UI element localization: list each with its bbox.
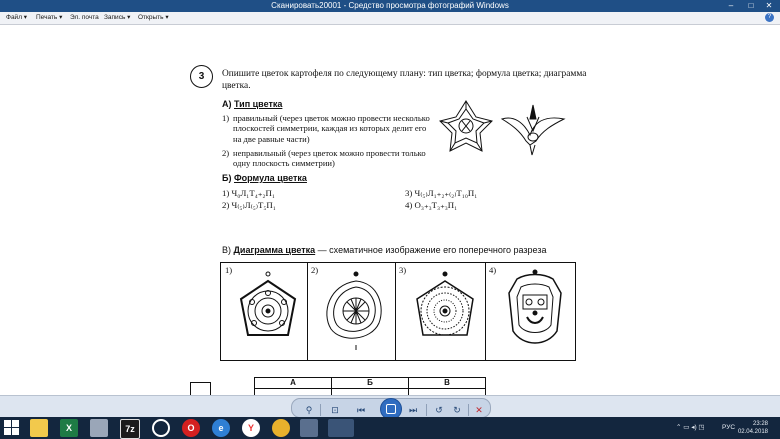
section-b-title: Формула цветка (233, 173, 307, 183)
yandex-icon[interactable]: Y (242, 419, 260, 437)
section-c-prefix: В) (222, 245, 231, 255)
separator (468, 404, 469, 416)
file-explorer-icon[interactable] (30, 419, 48, 437)
photo-viewer-taskbar-button[interactable] (328, 419, 354, 437)
section-c-title: Диаграмма цветка (233, 245, 316, 255)
option-number: 2) (222, 148, 230, 158)
formula-option-2 (222, 200, 276, 210)
input-language[interactable]: РУС (722, 424, 736, 431)
option-formula: О₃₊₃Т₃₊₃П₁ (414, 200, 458, 210)
menu-burn[interactable]: Запись ▾ (104, 14, 131, 21)
separator (320, 404, 321, 416)
formula-option-1 (222, 188, 275, 198)
actual-size-icon[interactable]: ⊡ (331, 405, 339, 415)
section-c-description: — схематичное изображение его поперечного разреза (315, 245, 547, 255)
option-formula: Ч₍₅₎Л₍₅₎Т₅П₁ (231, 200, 276, 210)
option-number: 1) (222, 113, 230, 123)
diagram-label: 2) (311, 265, 319, 275)
option-number: 2) (222, 200, 230, 210)
formula-option-3 (405, 188, 477, 198)
flower-diagram-4 (497, 269, 569, 353)
previous-icon[interactable]: ⏮ (356, 405, 366, 415)
flower-diagram-1 (233, 271, 301, 349)
viewer-controls-pill (291, 398, 491, 418)
section-a-option-2 (222, 148, 432, 170)
option-number: 1) (222, 188, 230, 198)
document-icon[interactable] (300, 419, 318, 437)
scanned-page (0, 25, 780, 395)
flower-diagram-3 (407, 271, 479, 351)
clock-date: 02.04.2018 (737, 429, 768, 435)
option-number: 4) (405, 200, 413, 210)
option-formula: Ч₀Л₁Т₄₊₂П₁ (231, 188, 275, 198)
option-formula: Ч₍₅₎Л₁₊₂₊₍₂₎Т₁₀П₁ (414, 188, 478, 198)
close-button[interactable]: ✕ (765, 1, 773, 10)
clock[interactable] (738, 420, 768, 436)
question-text: Опишите цветок картофеля по следующему плану: тип цветка; формула цветка; диаграмма цветка. (222, 69, 587, 91)
menu-email[interactable]: Эл. почта (70, 14, 99, 21)
maximize-button[interactable]: □ (748, 1, 754, 10)
menubar (0, 12, 780, 25)
section-b-heading (222, 173, 307, 183)
separator (426, 404, 427, 416)
answer-column-b: Б (332, 378, 409, 389)
option-text: правильный (через цветок можно провести несколько плоскостей симметрии, каждая из которых делит его на две равные части) (233, 113, 430, 144)
menu-open[interactable]: Открыть ▾ (138, 14, 169, 21)
diagram-label: 3) (399, 265, 407, 275)
answer-column-c: В (409, 378, 486, 389)
clock-time: 23:28 (752, 421, 768, 427)
flower-diagram-2 (319, 271, 389, 351)
diagram-cell-4 (485, 263, 575, 360)
window-titlebar (0, 0, 780, 12)
photo-viewer-canvas (0, 25, 780, 395)
menu-print[interactable]: Печать ▾ (36, 14, 63, 21)
option-number: 3) (405, 188, 413, 198)
rotate-left-icon[interactable]: ↺ (435, 405, 443, 415)
menu-file[interactable]: Файл ▾ (6, 14, 28, 21)
next-icon[interactable]: ⏭ (408, 405, 418, 415)
internet-explorer-icon[interactable]: e (212, 419, 230, 437)
delete-icon[interactable]: ✕ (475, 405, 483, 415)
section-b-prefix: Б) (222, 173, 232, 183)
diagram-cell-2 (307, 263, 396, 360)
formula-option-4 (405, 200, 457, 210)
question-number: 3 (190, 65, 213, 88)
answer-column-a: А (255, 378, 332, 389)
flower-top-view-illustration (436, 97, 496, 157)
tray-icons[interactable]: ⌃ ▭ ◂) ◳ (676, 424, 705, 431)
help-icon[interactable]: ? (765, 13, 774, 22)
section-a-heading (222, 99, 282, 109)
start-button[interactable] (4, 420, 20, 436)
diagram-cell-3 (395, 263, 486, 360)
section-a-title: Тип цветка (234, 99, 283, 109)
flower-diagrams-box (220, 262, 576, 361)
flower-longitudinal-section-illustration (500, 101, 566, 157)
viewer-controls (0, 395, 780, 418)
excel-icon[interactable]: X (60, 419, 78, 437)
window-title: Сканировать20001 - Средство просмотра фотографий Windows (271, 1, 509, 10)
answer-header-row (255, 378, 486, 389)
rotate-right-icon[interactable]: ↻ (453, 405, 461, 415)
diagram-label: 1) (225, 265, 233, 275)
archive-icon[interactable]: 7z (120, 419, 140, 439)
taskbar (0, 417, 780, 439)
diagram-cell-1 (221, 263, 308, 360)
section-a-option-1 (222, 113, 432, 149)
minimize-button[interactable]: – (728, 1, 734, 10)
section-a-prefix: А) (222, 99, 232, 109)
option-text: неправильный (через цветок можно провести только одну плоскость симметрии) (233, 148, 426, 169)
eye-icon[interactable] (152, 419, 170, 437)
diagram-label: 4) (489, 265, 497, 275)
chrome-icon[interactable] (272, 419, 290, 437)
app-icon[interactable] (90, 419, 108, 437)
zoom-icon[interactable]: ⚲ (305, 405, 313, 415)
section-c-heading (222, 245, 546, 255)
opera-icon[interactable]: O (182, 419, 200, 437)
